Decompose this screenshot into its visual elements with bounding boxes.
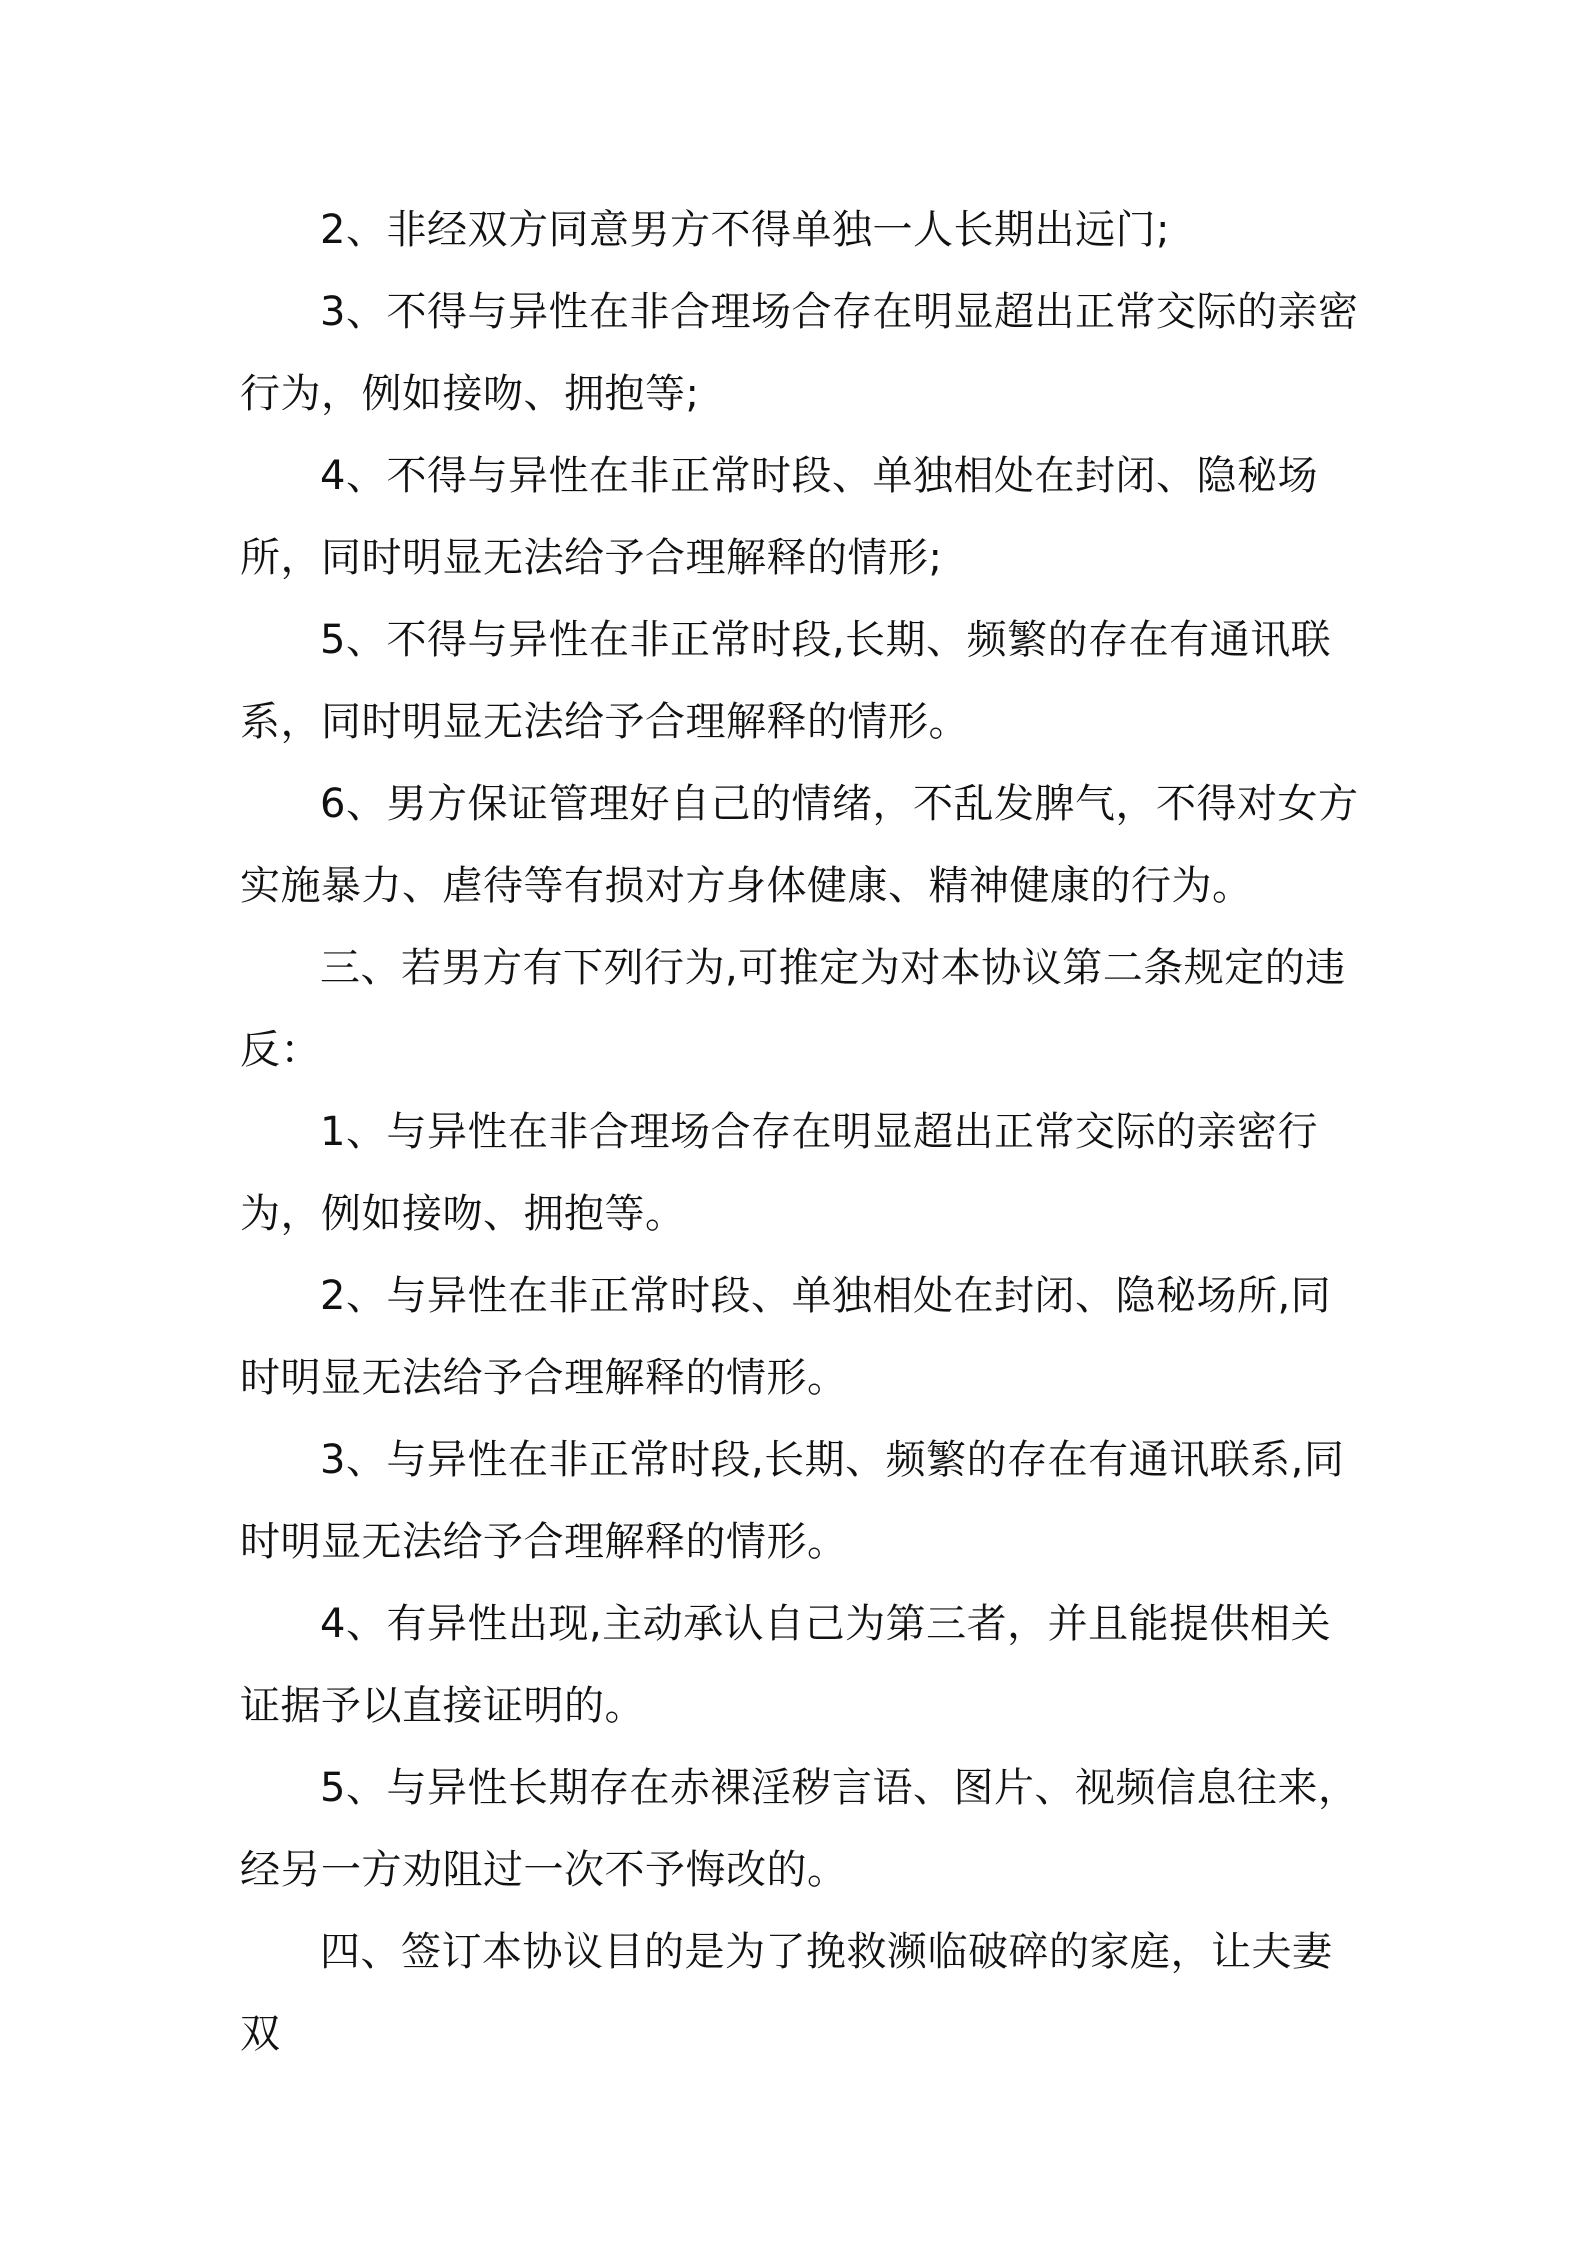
paragraph-section-4: 四、签订本协议目的是为了挽救濒临破碎的家庭，让夫妻双 [240,1929,1333,2057]
paragraph-clause-3: 3、不得与异性在非合理场合存在明显超出正常交际的亲密行为，例如接吻、拥抱等; [240,289,1359,417]
paragraph-clause-4: 4、不得与异性在非正常时段、单独相处在封闭、隐秘场所，同时明显无法给予合理解释的情形; [240,453,1318,581]
paragraph-clause-2: 2、非经双方同意男方不得单独一人长期出远门; [320,207,1170,253]
paragraph-violation-1: 1、与异性在非合理场合存在明显超出正常交际的亲密行为，例如接吻、拥抱等。 [240,1109,1318,1237]
paragraph-clause-6: 6、男方保证管理好自己的情绪，不乱发脾气，不得对女方实施暴力、虐待等有损对方身体健康、精神健康的行为。 [240,781,1359,909]
paragraph-clause-5: 5、不得与异性在非正常时段,长期、频繁的存在有通讯联系，同时明显无法给予合理解释的情形。 [240,617,1332,745]
paragraph-violation-4: 4、有异性出现,主动承认自己为第三者，并且能提供相关证据予以直接证明的。 [240,1601,1332,1729]
paragraph-violation-3: 3、与异性在非正常时段,长期、频繁的存在有通讯联系,同时明显无法给予合理解释的情形。 [240,1437,1345,1565]
paragraph-violation-2: 2、与异性在非正常时段、单独相处在封闭、隐秘场所,同时明显无法给予合理解释的情形。 [240,1273,1332,1401]
paragraph-section-3: 三、若男方有下列行为,可推定为对本协议第二条规定的违反： [240,945,1346,1073]
paragraph-violation-5: 5、与异性长期存在赤裸淫秽言语、图片、视频信息往来，经另一方劝阻过一次不予悔改的。 [240,1765,1359,1893]
